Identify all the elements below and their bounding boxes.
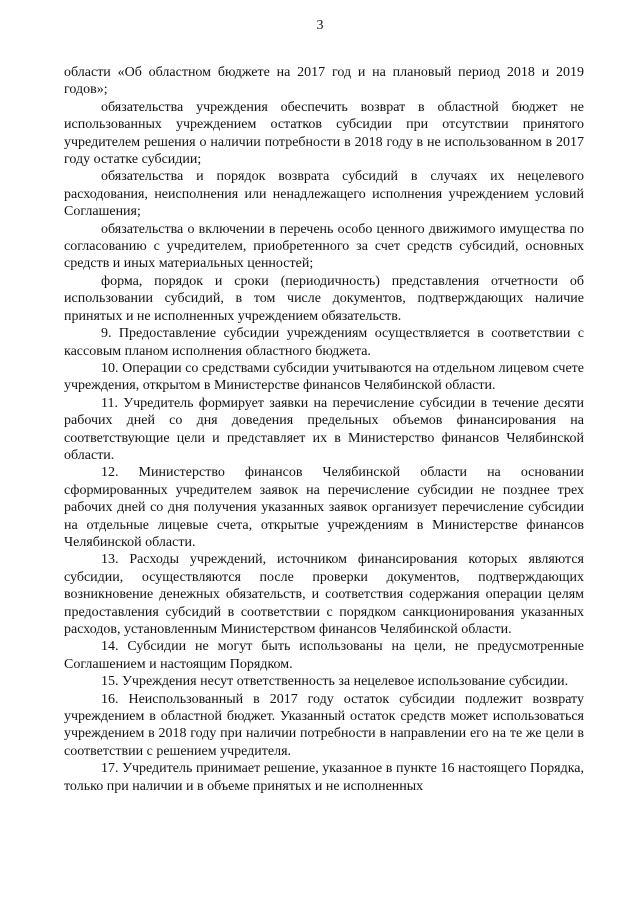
page-number: 3 <box>316 18 324 33</box>
paragraph-return-procedure: обязательства и порядок возврата субсидий в случаях их нецелевого расходования, неисполнения или ненадлежащего исполнения учреждением условий Соглашения; <box>64 169 584 220</box>
paragraph-item-14: 14. Субсидии не могут быть использованы на цели, не предусмотренные Соглашением и настоящим Порядком. <box>64 639 584 672</box>
paragraph-return-obligation: обязательства учреждения обеспечить возврат в областной бюджет не использованных учреждением остатков субсидии при отсутствии принятого учредителем решения о наличии потребности в 2018 году в не использованном в 2017 году остатке субсидии; <box>64 99 584 168</box>
paragraph-item-11: 11. Учредитель формирует заявки на перечисление субсидии в течение десяти рабочих дней со дня доведения предельных объемов финансирования на соответствующие цели и представляет их в Министерство финансов Челябинской области. <box>64 395 584 463</box>
paragraph-continuation: области «Об областном бюджете на 2017 год и на плановый период 2018 и 2019 годов»; <box>64 65 584 98</box>
paragraph-item-17: 17. Учредитель принимает решение, указанное в пункте 16 настоящего Порядка, только при наличии и в объеме принятых и не исполненных <box>64 761 584 794</box>
paragraph-item-16: 16. Неиспользованный в 2017 году остаток субсидии подлежит возврату учреждением в областной бюджет. Указанный остаток средств может использоваться учреждением в 2018 году при наличии потребности в направлении его на те же цели в соответствии с решением учредителя. <box>64 691 584 759</box>
document-body <box>64 64 584 795</box>
paragraph-reporting-form: форма, порядок и сроки (периодичность) представления отчетности об использовании субсидий, в том числе документов, подтверждающих наличие принятых и не исполненных учреждением обязательств. <box>64 273 584 324</box>
paragraph-property-inclusion: обязательства о включении в перечень особо ценного движимого имущества по согласованию с учредителем, приобретенного за счет средств субсидий, основных средств и иных материальных ценностей; <box>64 221 584 272</box>
paragraph-item-9: 9. Предоставление субсидии учреждениям осуществляется в соответствии с кассовым планом исполнения областного бюджета. <box>64 326 584 359</box>
paragraph-item-13: 13. Расходы учреждений, источником финансирования которых являются субсидии, осуществляются после проверки документов, подтверждающих возникновение денежных обязательств, и соответствия содержания операции целям предоставления субсидий в соответствии с порядком санкционирования указанных расходов, установленным Министерством финансов Челябинской области. <box>64 552 584 637</box>
paragraph-item-10: 10. Операции со средствами субсидии учитываются на отдельном лицевом счете учреждения, открытом в Министерстве финансов Челябинской области. <box>64 360 584 394</box>
paragraph-item-15: 15. Учреждения несут ответственность за нецелевое использование субсидии. <box>101 674 569 690</box>
paragraph-item-12: 12. Министерство финансов Челябинской области на основании сформированных учредителем заявок на перечисление субсидии не позднее трех рабочих дней со дня получения указанных заявок организует перечисление субсидии на отдельные лицевые счета, открытые учреждениям в Министерстве финансов Челябинской области. <box>64 465 584 550</box>
